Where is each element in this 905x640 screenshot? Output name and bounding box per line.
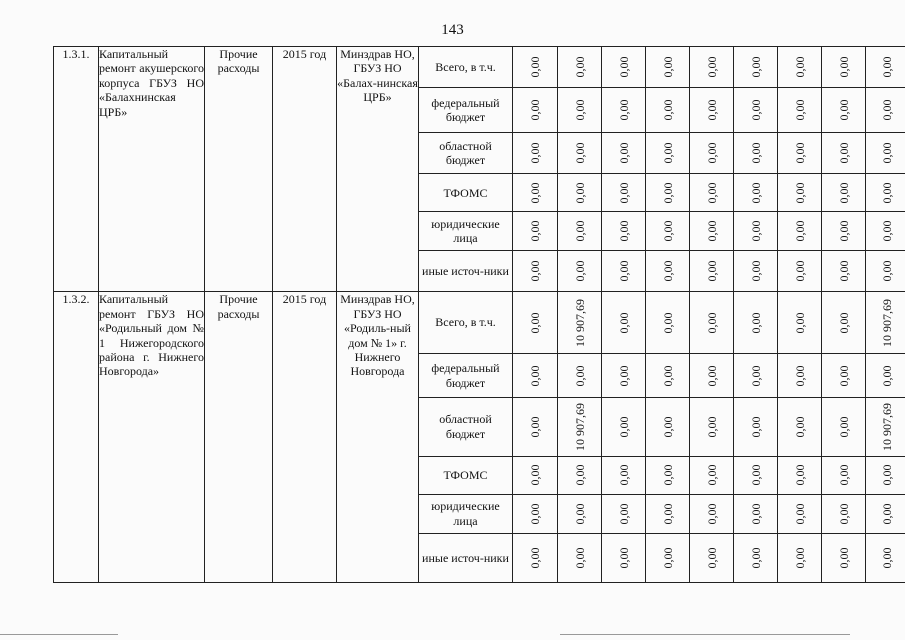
value-text: 0,00 [836, 416, 851, 438]
value-cell [734, 398, 778, 457]
value-cell [513, 456, 558, 494]
value-text: 0,00 [616, 220, 631, 242]
executor: Минздрав НО, ГБУЗ НО «Родиль-ный дом № 1» г. Нижнего Новгорода [337, 292, 419, 583]
value-cell [513, 398, 558, 457]
value-cell [646, 456, 690, 494]
value-text: 0,00 [836, 220, 851, 242]
value-text: 0,00 [879, 365, 894, 387]
value-text: 0,00 [616, 56, 631, 78]
value-text: 0,00 [527, 220, 542, 242]
value-text: 0,00 [572, 56, 587, 78]
value-cell [778, 212, 822, 251]
value-text: 0,00 [660, 547, 675, 569]
value-text: 0,00 [748, 220, 763, 242]
value-text: 0,00 [748, 56, 763, 78]
value-text: 0,00 [836, 260, 851, 282]
value-text: 0,00 [572, 99, 587, 121]
value-text: 0,00 [704, 99, 719, 121]
value-cell [513, 212, 558, 251]
value-text: 0,00 [527, 142, 542, 164]
value-cell [778, 353, 822, 397]
value-text: 0,00 [527, 464, 542, 486]
value-cell [602, 251, 646, 292]
funding-source-label: иные источ-ники [419, 251, 513, 292]
value-cell [646, 212, 690, 251]
value-cell [778, 533, 822, 582]
value-cell [734, 212, 778, 251]
value-text: 0,00 [572, 260, 587, 282]
item-number: 1.3.1. [54, 47, 99, 292]
value-text: 0,00 [660, 142, 675, 164]
value-cell [690, 133, 734, 174]
value-cell [558, 47, 602, 88]
value-text: 0,00 [660, 503, 675, 525]
value-text: 0,00 [616, 312, 631, 334]
value-text: 0,00 [704, 182, 719, 204]
value-cell [513, 533, 558, 582]
value-text: 0,00 [792, 182, 807, 204]
value-cell [690, 292, 734, 354]
funding-source-label: юридические лица [419, 494, 513, 533]
value-text: 0,00 [748, 464, 763, 486]
value-text: 0,00 [836, 182, 851, 204]
value-text: 0,00 [616, 182, 631, 204]
page-number: 143 [441, 22, 464, 38]
value-text: 0,00 [704, 142, 719, 164]
value-cell [513, 88, 558, 133]
value-text: 0,00 [879, 142, 894, 164]
value-text: 0,00 [704, 503, 719, 525]
value-text: 0,00 [704, 416, 719, 438]
value-text: 0,00 [704, 56, 719, 78]
value-cell [690, 174, 734, 212]
funding-source-label: иные источ-ники [419, 533, 513, 582]
value-text: 0,00 [572, 220, 587, 242]
value-cell [646, 292, 690, 354]
value-cell [513, 251, 558, 292]
value-cell [822, 133, 866, 174]
value-text: 0,00 [748, 99, 763, 121]
value-text: 0,00 [527, 365, 542, 387]
value-text: 0,00 [572, 547, 587, 569]
value-cell [822, 251, 866, 292]
value-text: 0,00 [527, 312, 542, 334]
value-cell [602, 533, 646, 582]
value-cell [690, 398, 734, 457]
value-text: 0,00 [836, 142, 851, 164]
value-text: 0,00 [660, 99, 675, 121]
value-cell [734, 133, 778, 174]
value-text: 0,00 [616, 260, 631, 282]
value-cell [822, 494, 866, 533]
value-text: 0,00 [616, 464, 631, 486]
value-text: 0,00 [616, 416, 631, 438]
value-cell [866, 292, 905, 354]
value-cell [778, 292, 822, 354]
value-cell [734, 174, 778, 212]
value-cell [866, 133, 905, 174]
value-text: 0,00 [572, 464, 587, 486]
value-text: 0,00 [616, 503, 631, 525]
value-cell [558, 174, 602, 212]
value-text: 0,00 [527, 547, 542, 569]
value-cell [822, 353, 866, 397]
value-text: 10 907,69 [572, 402, 587, 451]
value-text: 0,00 [792, 416, 807, 438]
value-cell [822, 398, 866, 457]
value-text: 0,00 [616, 365, 631, 387]
executor: Минздрав НО, ГБУЗ НО «Балах-нинская ЦРБ» [337, 47, 419, 292]
value-text: 0,00 [792, 312, 807, 334]
value-text: 0,00 [879, 464, 894, 486]
value-text: 0,00 [836, 503, 851, 525]
value-cell [602, 88, 646, 133]
value-text: 0,00 [660, 416, 675, 438]
value-text: 0,00 [527, 99, 542, 121]
value-cell [558, 212, 602, 251]
value-cell [778, 47, 822, 88]
value-cell [602, 133, 646, 174]
value-cell [558, 133, 602, 174]
value-cell [866, 533, 905, 582]
source-row [54, 47, 905, 88]
value-cell [602, 456, 646, 494]
value-text: 0,00 [748, 365, 763, 387]
value-text: 0,00 [660, 365, 675, 387]
value-cell [646, 88, 690, 133]
value-cell [602, 174, 646, 212]
value-cell [734, 494, 778, 533]
value-text: 0,00 [836, 312, 851, 334]
value-cell [822, 47, 866, 88]
value-text: 0,00 [660, 260, 675, 282]
value-text: 0,00 [836, 464, 851, 486]
value-cell [558, 456, 602, 494]
value-text: 0,00 [616, 142, 631, 164]
value-cell [734, 88, 778, 133]
value-text: 0,00 [836, 547, 851, 569]
value-text: 0,00 [704, 547, 719, 569]
value-cell [646, 398, 690, 457]
value-cell [866, 212, 905, 251]
footer-rule-left [0, 634, 118, 635]
funding-source-label: федеральный бюджет [419, 353, 513, 397]
value-text: 0,00 [704, 220, 719, 242]
value-text: 0,00 [792, 503, 807, 525]
value-text: 0,00 [792, 99, 807, 121]
value-text: 0,00 [660, 464, 675, 486]
value-cell [734, 456, 778, 494]
value-text: 0,00 [836, 99, 851, 121]
value-cell [778, 494, 822, 533]
value-cell [822, 212, 866, 251]
value-text: 0,00 [704, 365, 719, 387]
value-text: 10 907,69 [879, 298, 894, 347]
value-cell [866, 456, 905, 494]
value-cell [602, 212, 646, 251]
value-text: 0,00 [792, 365, 807, 387]
value-cell [602, 47, 646, 88]
value-cell [778, 251, 822, 292]
value-cell [778, 398, 822, 457]
value-cell [558, 292, 602, 354]
value-cell [866, 174, 905, 212]
value-text: 0,00 [572, 182, 587, 204]
value-text: 0,00 [879, 56, 894, 78]
value-cell [866, 494, 905, 533]
value-cell [822, 88, 866, 133]
value-cell [778, 133, 822, 174]
value-text: 0,00 [748, 416, 763, 438]
value-cell [558, 494, 602, 533]
value-cell [646, 47, 690, 88]
expense-type: Прочие расходы [205, 292, 273, 583]
value-text: 0,00 [879, 547, 894, 569]
funding-source-label: областной бюджет [419, 133, 513, 174]
value-text: 0,00 [748, 547, 763, 569]
value-text: 0,00 [704, 464, 719, 486]
value-cell [513, 47, 558, 88]
value-text: 0,00 [748, 182, 763, 204]
value-cell [558, 251, 602, 292]
value-cell [558, 353, 602, 397]
value-cell [646, 533, 690, 582]
value-text: 0,00 [792, 547, 807, 569]
value-cell [690, 251, 734, 292]
value-text: 0,00 [572, 365, 587, 387]
value-text: 0,00 [879, 182, 894, 204]
value-text: 0,00 [748, 312, 763, 334]
source-row [54, 292, 905, 354]
funding-source-label: юридические лица [419, 212, 513, 251]
value-cell [690, 456, 734, 494]
value-text: 0,00 [748, 503, 763, 525]
value-text: 10 907,69 [879, 402, 894, 451]
value-text: 0,00 [792, 142, 807, 164]
value-cell [822, 456, 866, 494]
value-cell [734, 47, 778, 88]
value-text: 0,00 [792, 260, 807, 282]
value-cell [646, 353, 690, 397]
value-cell [646, 174, 690, 212]
value-cell [602, 494, 646, 533]
value-cell [513, 133, 558, 174]
value-cell [690, 494, 734, 533]
value-text: 0,00 [616, 99, 631, 121]
item-name: Капитальный ремонт акушерского корпуса ГБУЗ НО «Балахнинская ЦРБ» [99, 47, 205, 292]
value-text: 0,00 [836, 365, 851, 387]
value-text: 0,00 [879, 99, 894, 121]
funding-source-label: Всего, в т.ч. [419, 292, 513, 354]
value-text: 0,00 [879, 503, 894, 525]
value-cell [866, 398, 905, 457]
value-cell [558, 398, 602, 457]
item-year: 2015 год [273, 292, 337, 583]
value-text: 0,00 [748, 142, 763, 164]
value-cell [778, 456, 822, 494]
value-cell [690, 88, 734, 133]
value-cell [822, 533, 866, 582]
value-cell [778, 174, 822, 212]
funding-source-label: ТФОМС [419, 174, 513, 212]
value-text: 0,00 [704, 260, 719, 282]
value-cell [646, 494, 690, 533]
expense-type: Прочие расходы [205, 47, 273, 292]
value-text: 0,00 [527, 182, 542, 204]
funding-source-label: областной бюджет [419, 398, 513, 457]
value-text: 0,00 [527, 260, 542, 282]
value-cell [734, 533, 778, 582]
value-cell [602, 353, 646, 397]
value-text: 0,00 [704, 312, 719, 334]
value-cell [513, 292, 558, 354]
value-cell [602, 398, 646, 457]
value-text: 10 907,69 [572, 298, 587, 347]
value-cell [734, 251, 778, 292]
funding-source-label: Всего, в т.ч. [419, 47, 513, 88]
budget-table [53, 46, 905, 583]
value-cell [822, 174, 866, 212]
value-text: 0,00 [792, 220, 807, 242]
value-cell [690, 47, 734, 88]
value-cell [866, 251, 905, 292]
value-text: 0,00 [527, 416, 542, 438]
item-number: 1.3.2. [54, 292, 99, 583]
value-text: 0,00 [616, 547, 631, 569]
value-cell [690, 353, 734, 397]
value-cell [602, 292, 646, 354]
value-cell [866, 353, 905, 397]
value-cell [822, 292, 866, 354]
value-cell [513, 494, 558, 533]
value-cell [866, 88, 905, 133]
value-text: 0,00 [527, 56, 542, 78]
item-year: 2015 год [273, 47, 337, 292]
value-text: 0,00 [879, 220, 894, 242]
funding-source-label: ТФОМС [419, 456, 513, 494]
value-cell [690, 212, 734, 251]
value-cell [646, 251, 690, 292]
item-name: Капитальный ремонт ГБУЗ НО «Родильный дом № 1 Нижегородского района г. Нижнего Новгорода» [99, 292, 205, 583]
value-text: 0,00 [572, 142, 587, 164]
value-cell [690, 533, 734, 582]
value-text: 0,00 [792, 56, 807, 78]
value-cell [513, 174, 558, 212]
value-text: 0,00 [660, 220, 675, 242]
value-cell [734, 353, 778, 397]
value-text: 0,00 [660, 56, 675, 78]
value-cell [513, 353, 558, 397]
value-text: 0,00 [527, 503, 542, 525]
value-cell [558, 88, 602, 133]
value-cell [778, 88, 822, 133]
value-text: 0,00 [660, 312, 675, 334]
funding-source-label: федеральный бюджет [419, 88, 513, 133]
value-cell [558, 533, 602, 582]
value-cell [646, 133, 690, 174]
value-text: 0,00 [660, 182, 675, 204]
footer-rule-right [560, 634, 850, 635]
value-text: 0,00 [572, 503, 587, 525]
value-cell [866, 47, 905, 88]
value-text: 0,00 [792, 464, 807, 486]
value-cell [734, 292, 778, 354]
value-text: 0,00 [748, 260, 763, 282]
value-text: 0,00 [836, 56, 851, 78]
value-text: 0,00 [879, 260, 894, 282]
